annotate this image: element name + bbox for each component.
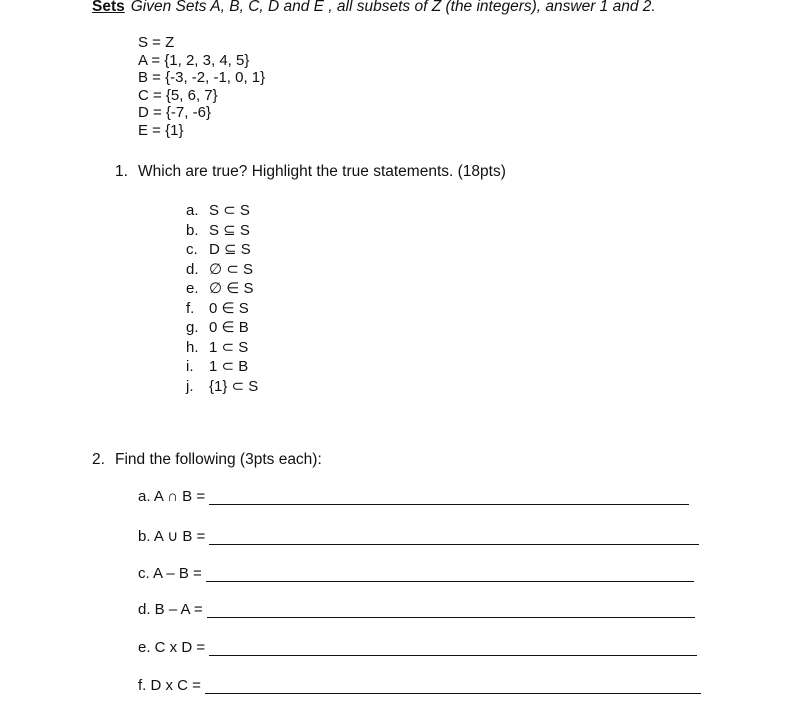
- header-text: Given Sets A, B, C, D and E , all subsets of Z (the integers), answer 1 and 2.: [130, 0, 656, 15]
- statement-a[interactable]: a. S ⊂ S: [186, 202, 250, 219]
- set-def-d: D = {-7, -6}: [138, 104, 211, 122]
- question-2: [92, 451, 322, 469]
- set-def-b: B = {-3, -2, -1, 0, 1}: [138, 69, 266, 87]
- answer-label-d: d. B – A =: [138, 601, 203, 618]
- answer-item-c: [138, 565, 694, 582]
- statement-h[interactable]: h. 1 ⊂ S: [186, 338, 249, 356]
- answer-label-f: f. D x C =: [138, 677, 201, 694]
- answer-line-c[interactable]: [206, 567, 694, 582]
- question-1-text: Which are true? Highlight the true statements. (18pts): [138, 163, 506, 180]
- answer-label-a: a. A ∩ B =: [138, 488, 206, 505]
- statement-i[interactable]: i. 1 ⊂ B: [186, 358, 249, 375]
- set-definitions: [138, 34, 265, 140]
- statement-f[interactable]: f. 0 ∈ S: [186, 299, 249, 317]
- set-def-e: E = {1}: [138, 121, 184, 139]
- question-1-number: 1.: [115, 163, 128, 180]
- set-def-a: A = {1, 2, 3, 4, 5}: [138, 51, 250, 69]
- statement-g[interactable]: g. 0 ∈ B: [186, 319, 249, 336]
- answer-label-e: e. C x D =: [138, 639, 206, 656]
- answer-label-b: b. A ∪ B =: [138, 528, 206, 545]
- answer-item-b: [138, 527, 699, 545]
- answer-line-b[interactable]: [209, 530, 699, 545]
- statement-c[interactable]: c. D ⊆ S: [186, 241, 251, 258]
- answer-line-f[interactable]: [205, 679, 701, 694]
- question-1: [115, 163, 506, 181]
- question-2-number: 2.: [92, 451, 105, 468]
- answer-item-d: [138, 601, 695, 618]
- statement-e[interactable]: e. ∅ ∈ S: [186, 280, 254, 297]
- question-2-text: Find the following (3pts each):: [115, 451, 322, 468]
- header: [92, 0, 656, 16]
- answer-item-f: [138, 677, 701, 694]
- answer-item-a: [138, 488, 689, 505]
- header-keyword: Sets: [92, 0, 125, 15]
- set-def-c: C = {5, 6, 7}: [138, 86, 218, 104]
- statement-b[interactable]: b. S ⊆ S: [186, 221, 250, 239]
- answer-line-d[interactable]: [207, 603, 695, 618]
- answer-line-a[interactable]: [209, 490, 689, 505]
- answer-label-c: c. A – B =: [138, 565, 202, 582]
- answer-line-e[interactable]: [209, 641, 697, 656]
- statement-list: [186, 201, 258, 396]
- answer-item-e: [138, 639, 697, 656]
- statement-j[interactable]: j. {1} ⊂ S: [186, 377, 259, 395]
- statement-d[interactable]: d. ∅ ⊂ S: [186, 260, 253, 278]
- set-def-s: S = Z: [138, 34, 175, 51]
